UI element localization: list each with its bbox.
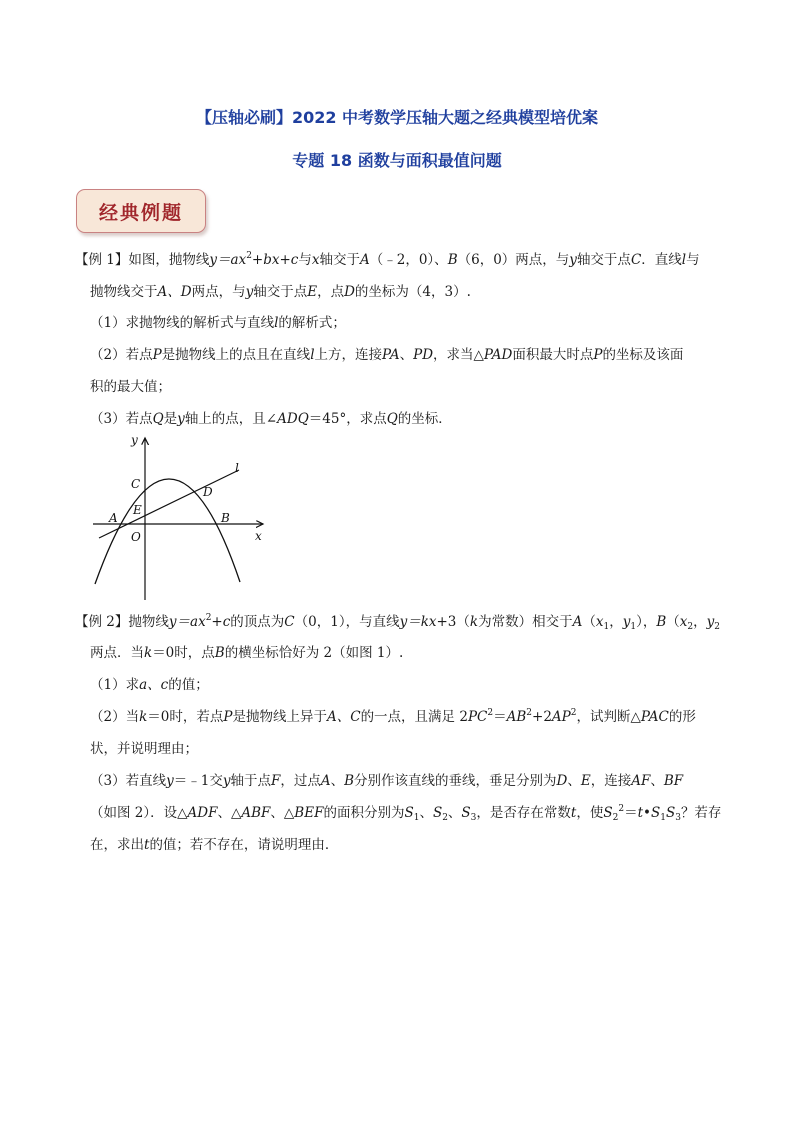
text: ，是否存在常数 xyxy=(476,805,571,821)
text: 在，求出 xyxy=(90,837,144,853)
text: （6，0）两点，与 xyxy=(457,252,570,268)
var: C xyxy=(630,252,642,268)
section-badge xyxy=(76,189,206,233)
text: 、 xyxy=(330,773,345,789)
text: +2 xyxy=(532,709,552,725)
text: （3）若点 xyxy=(90,411,153,427)
example2-question2 xyxy=(90,707,696,727)
var: x xyxy=(679,614,688,630)
var: F xyxy=(270,773,281,789)
var: A、C xyxy=(326,709,361,725)
var: y xyxy=(706,614,715,630)
var: S xyxy=(432,805,443,821)
example2-label: 【例 2】 xyxy=(75,614,129,630)
example1-question2-cont xyxy=(90,377,171,397)
text: 、△ xyxy=(270,805,295,821)
text: 积的最大值； xyxy=(90,379,171,395)
var: y xyxy=(622,614,631,630)
var: AB xyxy=(506,709,527,725)
text: 是抛物线上的点且在直线 xyxy=(161,347,311,363)
var: y xyxy=(177,411,185,427)
text: ）， xyxy=(636,614,657,630)
sub: 1 xyxy=(630,622,637,632)
var: ADF xyxy=(187,805,218,821)
example2-question3-cont2 xyxy=(90,835,338,855)
example2-question3-cont xyxy=(90,803,721,823)
text: 的形 xyxy=(668,709,696,725)
text: 轴交于点 xyxy=(253,284,308,300)
text: 轴于点 xyxy=(230,773,271,789)
example2-line1 xyxy=(75,612,720,632)
sup: 2 xyxy=(618,804,625,814)
text: 的坐标及该面 xyxy=(602,347,684,363)
var: C xyxy=(284,614,295,630)
var: k xyxy=(469,614,479,630)
example1-figure xyxy=(85,430,275,605)
text: ，过点 xyxy=(280,773,321,789)
text: （0，1），与直线 xyxy=(294,614,400,630)
text: ，点 xyxy=(317,284,345,300)
text: 状，并说明理由； xyxy=(90,741,198,757)
eq: y＝kx xyxy=(399,614,437,630)
sub: 3 xyxy=(675,813,681,823)
text: 、 xyxy=(567,773,581,789)
text: ，连接 xyxy=(590,773,632,789)
sub: 2 xyxy=(442,813,448,823)
example1-question2 xyxy=(90,345,683,365)
text: 为常数）相交于 xyxy=(478,614,573,630)
text: 的坐标． xyxy=(397,411,452,427)
var: BF xyxy=(663,773,684,789)
var: t xyxy=(144,837,150,853)
label-C: C xyxy=(131,477,141,491)
text: （1）求抛物线的解析式与直线 xyxy=(90,315,275,331)
text: （如图 2）．设△ xyxy=(90,805,188,821)
var: B xyxy=(447,252,458,268)
var: E xyxy=(580,773,591,789)
var: B xyxy=(656,614,667,630)
var: P xyxy=(152,347,162,363)
text: 如图，抛物线 xyxy=(128,252,210,268)
text: 的横坐标恰好为 2（如图 1）. xyxy=(224,645,404,661)
text: 是抛物线上异于 xyxy=(232,709,327,725)
var: BEF xyxy=(294,805,324,821)
text: ，使 xyxy=(576,805,604,821)
var: y xyxy=(166,773,174,789)
text: 的解析式； xyxy=(278,315,346,331)
var: D xyxy=(344,284,355,300)
text: 抛物线 xyxy=(128,614,169,630)
var: y xyxy=(245,284,254,300)
text: 与 xyxy=(686,252,700,268)
sub: 3 xyxy=(470,813,477,823)
sub: 2 xyxy=(714,622,720,632)
text: 、 xyxy=(399,347,414,363)
var: y xyxy=(569,252,577,268)
var: E xyxy=(307,284,318,300)
text: ， xyxy=(693,614,707,630)
var: S xyxy=(404,805,414,821)
var: k xyxy=(144,645,153,661)
var: t xyxy=(570,805,577,821)
example1-line2 xyxy=(90,282,471,302)
text: ＝0时，点 xyxy=(152,645,215,661)
var: l xyxy=(681,252,687,268)
example2-question3 xyxy=(90,771,683,791)
text: 、 xyxy=(650,773,664,789)
var: S xyxy=(603,805,613,821)
var: B xyxy=(214,645,225,661)
text: ＝ xyxy=(493,709,507,725)
text: 两点．当 xyxy=(90,645,144,661)
text: 是 xyxy=(163,411,178,427)
eq: +bx+c xyxy=(251,252,299,268)
text: （2）当 xyxy=(90,709,140,725)
example2-line2 xyxy=(90,643,403,663)
var: l xyxy=(274,315,279,331)
sub: 2 xyxy=(687,622,694,632)
var: y xyxy=(222,773,231,789)
var: A、D xyxy=(157,284,192,300)
var: PD xyxy=(413,347,434,363)
var: t xyxy=(637,805,643,821)
example2-question2-cont xyxy=(90,739,198,759)
var: Q xyxy=(386,411,398,427)
text: 的值；若不存在，请说明理由． xyxy=(149,837,339,853)
text: 、 xyxy=(419,805,433,821)
sup: 2 xyxy=(526,708,533,718)
text: ？若存 xyxy=(680,805,722,821)
text: 面积最大时点 xyxy=(512,347,594,363)
text: 两点，与 xyxy=(191,284,246,300)
sub: 1 xyxy=(413,813,420,823)
var: AP xyxy=(551,709,571,725)
var: PAD xyxy=(483,347,513,363)
text: 的面积分别为 xyxy=(323,805,405,821)
eq: +c xyxy=(211,614,231,630)
sub: 1 xyxy=(660,813,666,823)
var: B xyxy=(344,773,355,789)
text: ，求当△ xyxy=(433,347,484,363)
text: 分别作该直线的垂线，垂足分别为 xyxy=(354,773,557,789)
eq: y＝ax xyxy=(168,614,206,630)
example2-question1 xyxy=(90,675,209,695)
label-l: l xyxy=(235,461,239,475)
text: 、 xyxy=(447,805,462,821)
example1-question3 xyxy=(90,409,452,429)
text: 抛物线交于 xyxy=(90,284,158,300)
text: （2）若点 xyxy=(90,347,153,363)
label-y: y xyxy=(131,433,138,447)
text: 的顶点为 xyxy=(230,614,285,630)
var: k xyxy=(139,709,148,725)
text: （﹣2，0）、 xyxy=(369,252,448,268)
section-badge-label: 经典例题 xyxy=(98,201,183,224)
text: ＝45°，求点 xyxy=(308,411,387,427)
example1-question1 xyxy=(90,313,346,333)
text: 的一点，且满足 2 xyxy=(360,709,468,725)
sup: 2 xyxy=(205,613,212,623)
sup: 2 xyxy=(570,708,577,718)
sub: 2 xyxy=(612,813,619,823)
text: ＝﹣1交 xyxy=(173,773,223,789)
example1-line1 xyxy=(75,250,700,270)
var: l xyxy=(310,347,315,363)
text: 的坐标为（4，3）. xyxy=(354,284,471,300)
var: a、c xyxy=(139,677,169,693)
text: 与 xyxy=(298,252,312,268)
label-D: D xyxy=(203,485,213,499)
text: （3）若直线 xyxy=(90,773,167,789)
text: 的值； xyxy=(168,677,209,693)
label-B: B xyxy=(221,511,230,525)
example1-label: 【例 1】 xyxy=(75,252,129,268)
document-title: 【压轴必刷】2022 中考数学压轴大题之经典模型培优案 xyxy=(195,108,599,127)
var: A xyxy=(320,773,331,789)
var: x xyxy=(311,252,320,268)
text: ．直线 xyxy=(641,252,682,268)
label-A: A xyxy=(109,511,118,525)
text: 轴交于 xyxy=(319,252,360,268)
text: • xyxy=(643,805,651,821)
var: PAC xyxy=(640,709,669,725)
var: A xyxy=(360,252,370,268)
sup: 2 xyxy=(487,708,494,718)
text: ，试判断△ xyxy=(576,709,641,725)
var: D xyxy=(556,773,568,789)
var: S xyxy=(650,805,661,821)
var: ADQ xyxy=(277,411,309,427)
text: （ xyxy=(666,614,680,630)
topic-title: 专题 18 函数与面积最值问题 xyxy=(292,151,502,170)
var: S xyxy=(461,805,471,821)
var: AF xyxy=(631,773,651,789)
var: ABF xyxy=(241,805,271,821)
text: ＝ xyxy=(624,805,638,821)
var: P xyxy=(223,709,233,725)
var: PC xyxy=(467,709,488,725)
var: P xyxy=(593,347,603,363)
var: A xyxy=(572,614,583,630)
text: 轴交于点 xyxy=(576,252,631,268)
text: （1）求 xyxy=(90,677,140,693)
label-E: E xyxy=(133,503,142,517)
var: S xyxy=(665,805,676,821)
text: ＝0时，若点 xyxy=(147,709,224,725)
var: PA xyxy=(382,347,400,363)
label-O: O xyxy=(131,530,141,544)
var: Q xyxy=(152,411,164,427)
text: （ xyxy=(582,614,596,630)
eq: y＝ax xyxy=(209,252,247,268)
sup: 2 xyxy=(246,251,252,261)
label-x: x xyxy=(255,529,262,543)
var: x xyxy=(595,614,604,630)
text: 上方，连接 xyxy=(314,347,383,363)
text: +3（ xyxy=(436,614,470,630)
text: ， xyxy=(609,614,623,630)
text: 轴上的点，且∠ xyxy=(184,411,278,427)
parabola xyxy=(95,479,240,584)
text: 、△ xyxy=(217,805,242,821)
sub: 1 xyxy=(603,622,610,632)
